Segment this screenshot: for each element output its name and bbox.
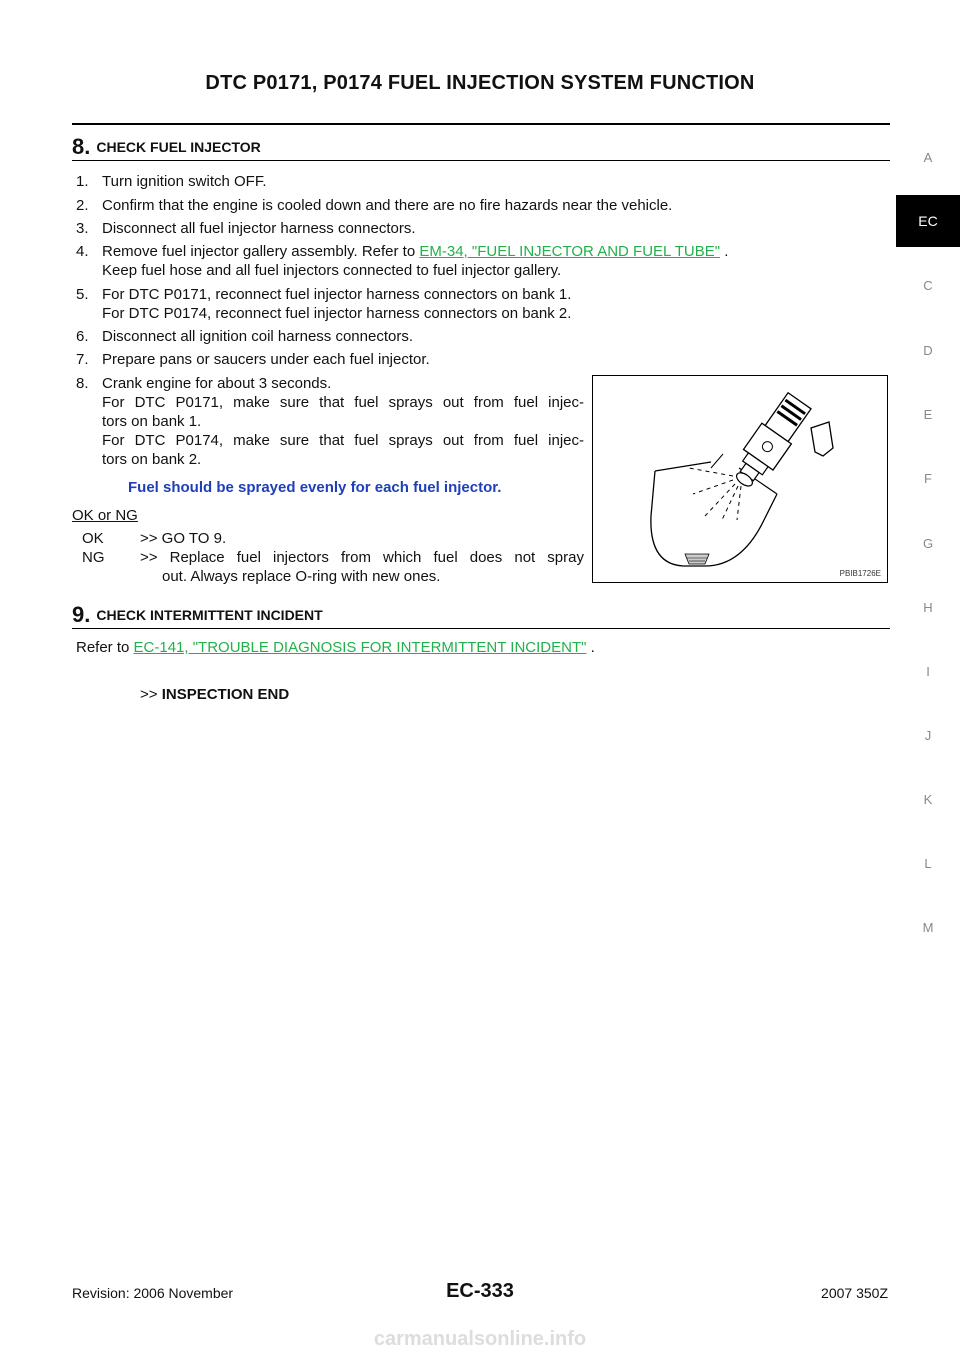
tab-i[interactable]: I: [926, 664, 930, 679]
step-number: 8.: [72, 134, 91, 159]
footer-model: 2007 350Z: [821, 1285, 888, 1301]
list-item-continued: For DTC P0174, reconnect fuel injector harness connectors on bank 2.: [102, 305, 572, 322]
tab-e[interactable]: E: [923, 407, 933, 422]
list-item-continued: tors on bank 2.: [102, 451, 202, 468]
page-title: DTC P0171, P0174 FUEL INJECTION SYSTEM FUNCTION: [205, 72, 755, 94]
tab-j[interactable]: J: [924, 728, 932, 743]
tab-f[interactable]: F: [924, 471, 932, 486]
spray-note: Fuel should be sprayed evenly for each fuel injector.: [128, 479, 502, 496]
title-rule: [72, 123, 890, 125]
tab-m[interactable]: M: [922, 920, 934, 935]
tab-h[interactable]: H: [923, 600, 933, 615]
inspection-end: >> INSPECTION END: [140, 686, 290, 703]
list-item: 4. Remove fuel injector gallery assembly. Refer to EM-34, "FUEL INJECTOR AND FUEL TUBE" .: [76, 243, 729, 260]
ok-label: OK: [82, 530, 104, 547]
fuel-injector-spray-illustration: [593, 376, 886, 581]
tab-g[interactable]: G: [922, 536, 934, 551]
list-item-continued: For DTC P0174, make sure that fuel sprays out from fuel injec-: [102, 432, 584, 449]
list-item-continued: tors on bank 1.: [102, 413, 202, 430]
figure-code: PBIB1726E: [839, 569, 881, 578]
step-number: 9.: [72, 602, 91, 627]
ok-or-ng-label: OK or NG: [72, 507, 138, 524]
tab-c[interactable]: C: [923, 278, 933, 293]
step-title: CHECK FUEL INJECTOR: [96, 139, 261, 155]
ng-result: >> Replace fuel injectors from which fuel does not spray: [140, 549, 584, 566]
ok-result: >> GO TO 9.: [140, 530, 227, 547]
step-8-heading: [72, 132, 261, 158]
reference-line: Refer to EC-141, "TROUBLE DIAGNOSIS FOR INTERMITTENT INCIDENT" .: [76, 639, 595, 656]
link-intermittent-incident[interactable]: EC-141, "TROUBLE DIAGNOSIS FOR INTERMITTENT INCIDENT": [133, 639, 587, 656]
list-item-continued: Keep fuel hose and all fuel injectors connected to fuel injector gallery.: [102, 262, 562, 279]
tab-d[interactable]: D: [923, 343, 933, 358]
list-item: 7. Prepare pans or saucers under each fuel injector.: [76, 351, 430, 368]
watermark: carmanualsonline.info: [373, 1328, 587, 1350]
list-item: 1. Turn ignition switch OFF.: [76, 173, 267, 190]
tab-ec[interactable]: EC: [896, 195, 960, 247]
ng-label: NG: [82, 549, 105, 566]
list-item: 3. Disconnect all fuel injector harness connectors.: [76, 220, 416, 237]
tab-k[interactable]: K: [923, 792, 933, 807]
fuel-injector-figure: [592, 375, 888, 583]
ng-result-continued: out. Always replace O-ring with new ones.: [162, 568, 441, 585]
list-item: 2. Confirm that the engine is cooled down and there are no fire hazards near the vehicle.: [76, 197, 673, 214]
list-item: 8. Crank engine for about 3 seconds.: [76, 375, 332, 392]
list-item: 5. For DTC P0171, reconnect fuel injector harness connectors on bank 1.: [76, 286, 572, 303]
list-item: 6. Disconnect all ignition coil harness connectors.: [76, 328, 413, 345]
step-9-heading: [72, 600, 323, 626]
step-9-rule: [72, 628, 890, 629]
list-item-continued: For DTC P0171, make sure that fuel sprays out from fuel injec-: [102, 394, 584, 411]
page-number: EC-333: [446, 1280, 514, 1302]
footer-revision: Revision: 2006 November: [72, 1285, 234, 1301]
step-8-rule: [72, 160, 890, 161]
step-title: CHECK INTERMITTENT INCIDENT: [96, 607, 323, 623]
link-fuel-injector-and-fuel-tube[interactable]: EM-34, "FUEL INJECTOR AND FUEL TUBE": [419, 243, 721, 260]
tab-a[interactable]: A: [923, 150, 933, 165]
tab-l[interactable]: L: [924, 856, 932, 871]
